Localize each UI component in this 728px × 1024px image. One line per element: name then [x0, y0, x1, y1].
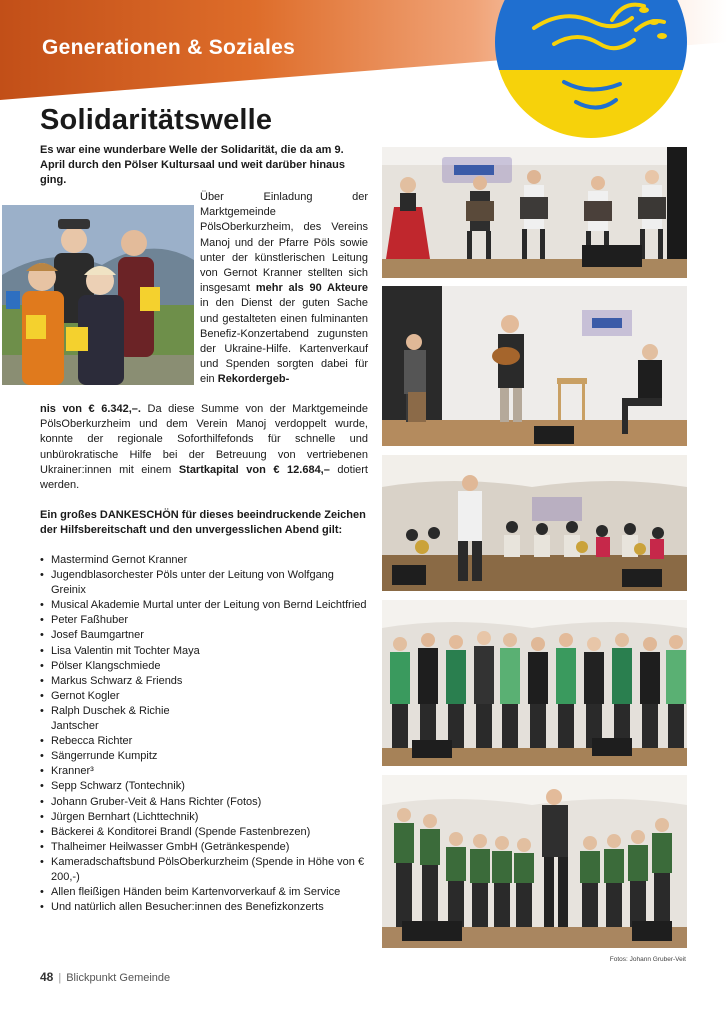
footer-separator: |	[58, 972, 62, 984]
body-highlight: Rekordergeb-	[217, 373, 290, 386]
body-highlight: mehr als 90 Akteure	[255, 282, 368, 295]
list-item: • Kameradschaftsbund PölsOberkurzheim (Spende in Höhe von € 200,-)	[40, 855, 368, 885]
thanks-heading: Ein großes DANKESCHÖN für dieses beeindruckende Zeichen der Hilfsbereitschaft und den unvergesslichen Abend gilt:	[40, 509, 366, 536]
article-lead: Es war eine wunderbare Welle der Solidarität, die da am 9. April durch den Pölser Kultursaal und weit darüber hinaus ging.	[40, 144, 345, 186]
list-item: • Ralph Duschek & Richie Jantscher	[40, 704, 199, 734]
body-highlight: nis von € 6.342,–.	[40, 403, 141, 415]
list-item: • Und natürlich allen Besucher:innen des Benefizkonzerts	[40, 900, 368, 915]
page-footer	[40, 970, 170, 984]
body-text: in den Dienst der guten Sache und gestalteten einen fulminanten Benefiz-Konzertabend zugunsten der Ukraine-Hilfe. Kartenverkauf und Spenden sorgten dabei für ein	[200, 297, 368, 386]
group-photo	[2, 205, 194, 385]
article-body-wrap	[200, 190, 368, 388]
list-item: • Allen fleißigen Händen beim Kartenvorverkauf & im Service	[40, 885, 341, 900]
body-text: Da diese Summe von der Marktgemeinde PölsOberkurzheim und dem Verein Manoj verdoppelt wurde, konnte der regionale Soforthilfefonds für schnelle und unbürokratische Hilfe bei der Betreuung von vertriebenen Ukrainer:innen mit einem	[40, 403, 368, 476]
list-item: • Sängerrunde Kumpitz	[40, 749, 368, 764]
list-item: • Johann Gruber-Veit & Hans Richter (Fotos)	[40, 795, 368, 810]
body-text: dotiert werden.	[40, 463, 368, 492]
concert-photo-accordion	[382, 147, 687, 278]
concert-photo-orchestra	[382, 455, 687, 591]
list-item: • Mastermind Gernot Kranner	[40, 553, 368, 568]
list-item: • Jugendblasorchester Pöls unter der Leitung von Wolfgang Greinix	[40, 568, 368, 598]
article-body-continued	[40, 402, 368, 493]
list-item: • Rebecca Richter	[40, 734, 368, 749]
ukraine-dove-emblem	[494, 0, 688, 140]
list-item: • Markus Schwarz & Friends	[40, 674, 368, 689]
list-item: • Jürgen Bernhart (Lichttechnik)	[40, 810, 368, 825]
publication-name: Blickpunkt Gemeinde	[66, 972, 171, 984]
article-headline: Solidaritätswelle	[40, 104, 273, 136]
list-item: • Pölser Klangschmiede	[40, 659, 368, 674]
list-item: • Lisa Valentin mit Tochter Maya	[40, 644, 368, 659]
list-item: • Bäckerei & Konditorei Brandl (Spende Fastenbrezen)	[40, 825, 368, 840]
list-item: • Thalheimer Heilwasser GmbH (Getränkespende)	[40, 840, 368, 855]
list-item: • Kranner³	[40, 764, 368, 779]
list-item: • Josef Baumgartner	[40, 628, 368, 643]
list-item: • Musical Akademie Murtal unter der Leitung von Bernd Leichtfried	[40, 598, 368, 613]
body-highlight: Startkapital von € 12.684,–	[178, 463, 330, 476]
photo-credit: Fotos: Johann Gruber-Veit	[609, 956, 686, 963]
thanks-list	[40, 553, 368, 915]
section-title: Generationen & Soziales	[42, 36, 296, 59]
concert-photo-choir	[382, 600, 687, 766]
list-item: • Gernot Kogler	[40, 689, 368, 704]
page-number: 48	[40, 970, 54, 984]
concert-photo-guitar	[382, 286, 687, 446]
list-item: • Peter Faßhuber	[40, 613, 368, 628]
list-item: • Sepp Schwarz (Tontechnik)	[40, 779, 368, 794]
concert-photo-mens-choir	[382, 775, 687, 948]
body-text: Über Einladung der Marktgemeinde PölsOberkurzheim, des Vereins Manoj und der Pfarre Pöls sowie unter der künstlerischen Leitung von Gernot Kranner stellten sich insgesamt	[200, 191, 368, 295]
